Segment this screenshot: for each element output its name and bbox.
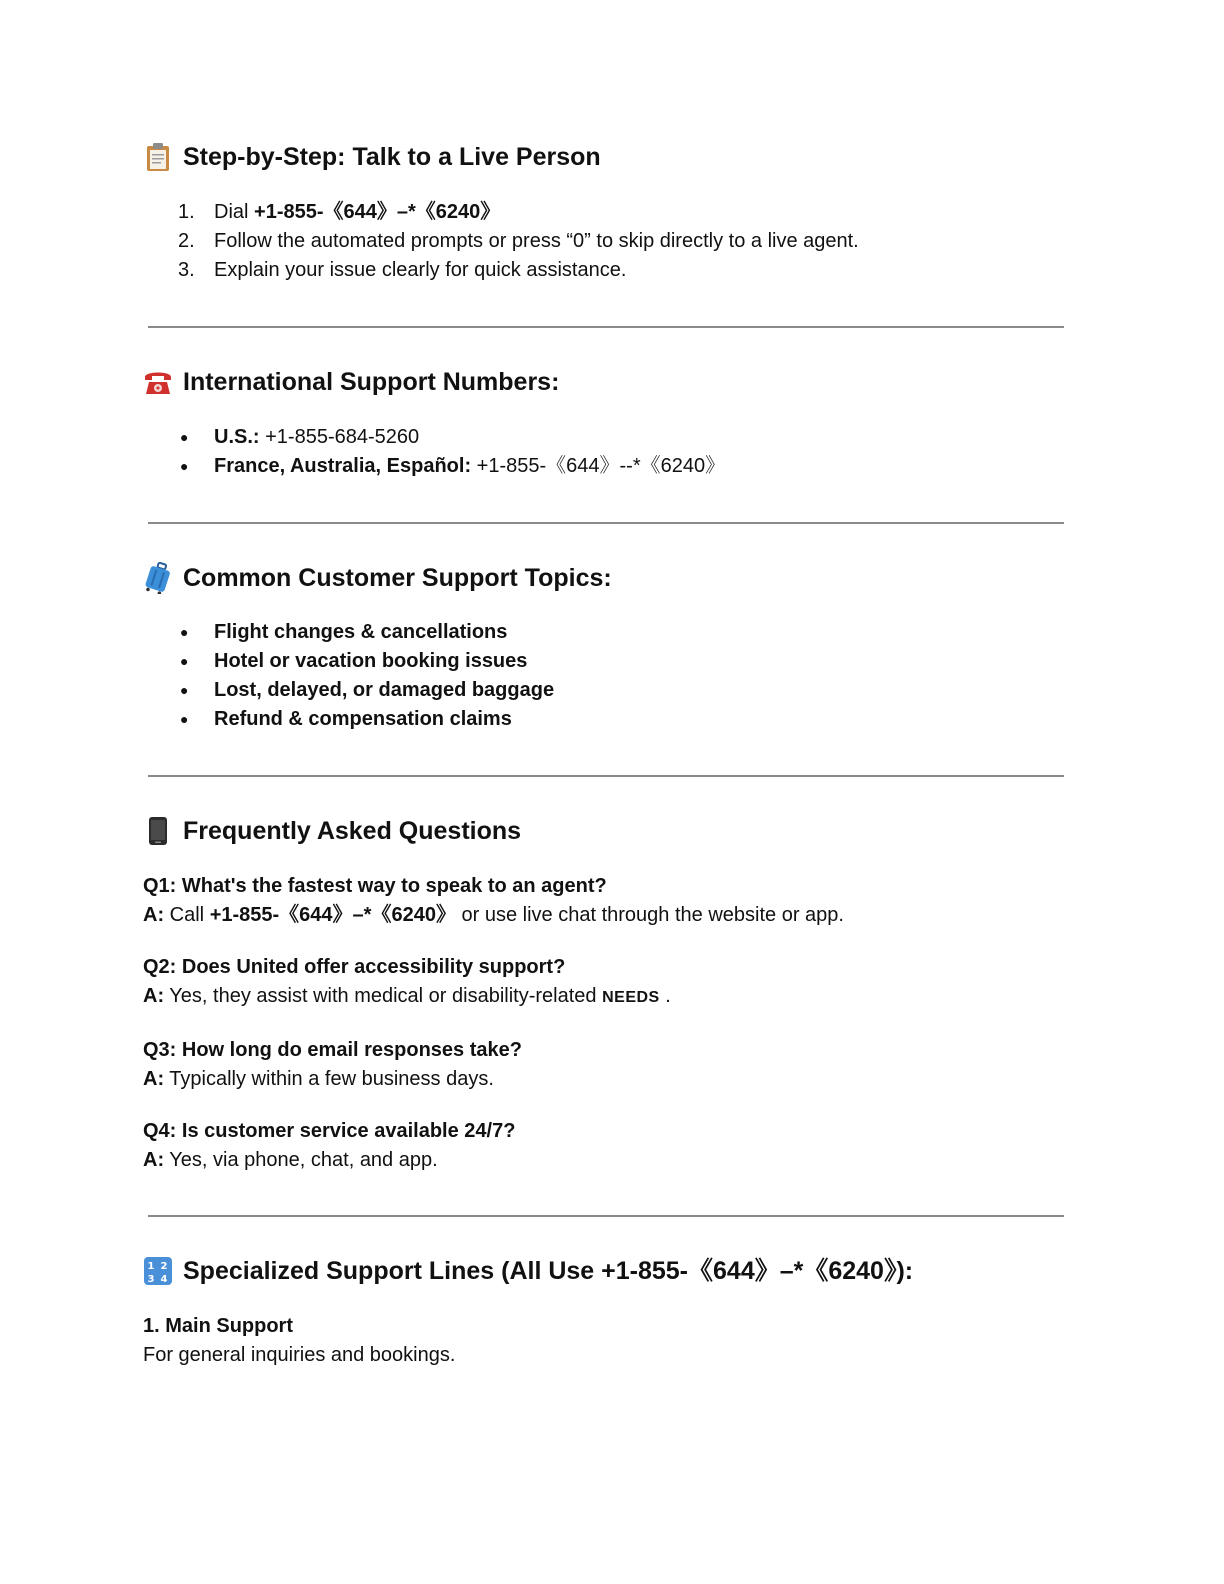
list-item (143, 227, 1083, 256)
svg-text:1: 1 (147, 1261, 155, 1272)
step-text: Explain your issue clearly for quick assistance. (214, 259, 627, 281)
list-item (143, 705, 1083, 734)
answer-label: A: (143, 904, 165, 926)
answer-text: Call (164, 904, 210, 926)
list-item (143, 198, 1083, 227)
international-section (143, 366, 1083, 481)
answer-text: Yes, via phone, chat, and app. (164, 1149, 438, 1171)
topic-text: Lost, delayed, or damaged baggage (214, 679, 555, 701)
faq-section (143, 815, 1083, 1175)
faq-title: Frequently Asked Questions (183, 817, 522, 845)
specialized-lines-title: Specialized Support Lines (All Use +1-855-《644》–*《6240》): (183, 1257, 914, 1285)
faq-heading (143, 815, 1083, 847)
topics-section (143, 562, 1083, 734)
faq-question: Q2: Does United offer accessibility support? (143, 956, 566, 978)
topic-text: Hotel or vacation booking issues (214, 650, 528, 672)
step-by-step-section (143, 141, 1083, 285)
international-heading (143, 366, 1083, 398)
faq-question: Q3: How long do email responses take? (143, 1039, 522, 1061)
bullet: ● (180, 429, 189, 445)
divider (148, 775, 1064, 777)
telephone-icon (143, 367, 173, 397)
faq-item-4 (143, 1117, 1083, 1175)
list-item (143, 452, 1083, 481)
list-item (143, 423, 1083, 452)
phone-number: +1-855-684-5260 (259, 426, 420, 448)
topics-heading (143, 562, 1083, 594)
answer-label: A: (143, 1149, 165, 1171)
specialized-lines-heading (143, 1255, 1083, 1287)
faq-answer (143, 982, 1083, 1012)
bullet: ● (180, 458, 189, 474)
faq-question: Q4: Is customer service available 24/7? (143, 1120, 516, 1142)
bullet: ● (180, 682, 189, 698)
bullet: ● (180, 624, 189, 640)
answer-label: A: (143, 1068, 165, 1090)
steps-list (143, 198, 1083, 285)
svg-text:4: 4 (160, 1274, 168, 1285)
topic-text: Flight changes & cancellations (214, 621, 508, 643)
step-number: 3. (178, 259, 195, 281)
luggage-icon (143, 563, 173, 593)
faq-item-2 (143, 953, 1083, 1012)
faq-answer (143, 1146, 1083, 1175)
list-item (143, 647, 1083, 676)
numbers-1234-icon (143, 1256, 173, 1286)
support-line-description: For general inquiries and bookings. (143, 1344, 456, 1366)
divider (148, 1215, 1064, 1217)
topics-list (143, 618, 1083, 734)
faq-answer (143, 1065, 1083, 1094)
bullet: ● (180, 711, 189, 727)
step-by-step-heading (143, 141, 1083, 173)
list-item (143, 676, 1083, 705)
country-label: U.S.: (214, 426, 260, 448)
specialized-lines-section (143, 1255, 1083, 1370)
bullet: ● (180, 653, 189, 669)
mobile-phone-icon (143, 816, 173, 846)
topic-text: Refund & compensation claims (214, 708, 512, 730)
answer-text: Typically within a few business days. (164, 1068, 494, 1090)
svg-text:2: 2 (160, 1261, 168, 1272)
phone-number: +1-855-《644》–*《6240》 (254, 201, 501, 223)
step-number: 2. (178, 230, 195, 252)
step-text-prefix: Dial (214, 201, 255, 223)
support-line-item (143, 1312, 1083, 1370)
phone-number: +1-855-《644》–*《6240》 (209, 904, 456, 926)
answer-label: A: (143, 985, 165, 1007)
topics-title: Common Customer Support Topics: (183, 564, 612, 592)
country-label: France, Australia, Español: (214, 455, 472, 477)
answer-emphasis: NEEDS (602, 989, 660, 1006)
step-text: Follow the automated prompts or press “0” to skip directly to a live agent. (214, 230, 859, 252)
phone-number: +1-855-《644》--*《6240》 (471, 455, 726, 477)
faq-item-3 (143, 1036, 1083, 1094)
list-item (143, 256, 1083, 285)
answer-text: or use live chat through the website or app. (455, 904, 844, 926)
support-line-title: 1. Main Support (143, 1315, 293, 1337)
svg-text:3: 3 (147, 1274, 155, 1285)
answer-text: Yes, they assist with medical or disability-related (164, 985, 603, 1007)
faq-question: Q1: What's the fastest way to speak to an agent? (143, 875, 607, 897)
divider (148, 326, 1064, 328)
answer-text: . (659, 985, 671, 1007)
step-by-step-title: Step-by-Step: Talk to a Live Person (183, 143, 601, 171)
faq-answer (143, 901, 1083, 930)
divider (148, 522, 1064, 524)
international-list (143, 423, 1083, 481)
list-item (143, 618, 1083, 647)
international-title: International Support Numbers: (183, 368, 560, 396)
faq-item-1 (143, 872, 1083, 930)
clipboard-icon (143, 142, 173, 172)
step-number: 1. (178, 201, 195, 223)
